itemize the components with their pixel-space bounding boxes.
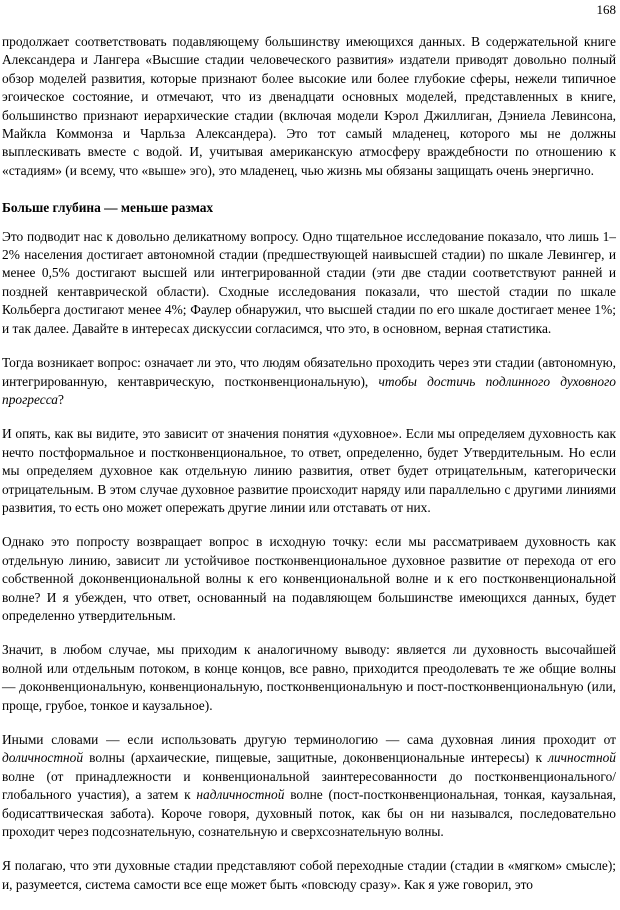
term-transpersonal: надличностной	[196, 787, 285, 803]
page-number: 168	[596, 2, 616, 17]
paragraph-7-part-c: волне (от принадлежности и конвенциональной заинтересованности до постконвенционального/глобального участия), а затем к	[2, 768, 616, 803]
paragraph-5: Однако это попросту возвращает вопрос в исходную точку: если мы рассматриваем духовность как отдельную линию, зависит ли устойчивое постконвенциональное духовное развитие от перехода от его собственной доконвенциональной волны к его конвенциональной волне и к его постконвенциональной волне? И я убежден, что ответ, основанный на подавляющем большинстве имеющихся данных, будет определенно утвердительным.	[2, 534, 616, 623]
paragraph-7-part-a: Иными словами — если использовать другую терминологию — сама духовная линия проходит от	[2, 732, 616, 747]
term-personal: личностной	[548, 750, 616, 766]
section-heading: Больше глубина — меньше размах	[2, 200, 214, 216]
paragraph-3-text: Тогда возникает вопрос: означает ли это, что людям обязательно проходить через эти стадии (автономную, интегрированную, кентаврическую, постконвенциональную),	[2, 355, 616, 389]
paragraph-7	[2, 731, 616, 841]
paragraph-4: И опять, как вы видите, это зависит от значения понятия «духовное». Если мы определяем духовность как нечто постформальное и постконвенциональное, то ответ, определенно, будет Утвердительным. Но если мы определяем духовное как отдельную линию развития, ответ будет отрицательным, категорически отрицательным. В этом случае духовное развитие происходит наряду или параллельно с другими линиями развития, то есть оно может опережать другие линии или отставать от них.	[2, 426, 616, 515]
paragraph-8: Я полагаю, что эти духовные стадии представляют собой переходные стадии (стадии в «мягком» смысле); и, разумеется, система самости все еще может быть «повсюду сразу». Как я уже говорил, это	[2, 858, 616, 892]
paragraph-3-end: ?	[58, 391, 64, 407]
term-prepersonal: доличностной	[2, 750, 84, 766]
paragraph-3	[2, 354, 616, 409]
paragraph-7-part-b: волны (архаические, пищевые, защитные, доконвенциональные интересы) к	[83, 750, 549, 766]
paragraph-7-part-d: волне (пост-постконвенциональная, тонкая, каузальная, бодисаттвическая забота). Короче говоря, духовный поток, как бы он ни назывался, последовательно проходит через подсознательную, сознательную и сверхсознательную волны.	[2, 787, 616, 840]
body-text	[2, 33, 616, 910]
paragraph-3-emphasis: чтобы достичь подлинного духовного прогресса	[2, 373, 616, 407]
paragraph-6: Значит, в любом случае, мы приходим к аналогичному выводу: является ли духовность высочайшей волной или отдельным потоком, в конце концов, все равно, приходится преодолевать те же общие волны — доконвенциональную, конвенциональную, постконвенциональную и пост-постконвенциональную (или, проще, грубое, тонкое и каузальное).	[2, 642, 616, 713]
paragraph-2: Это подводит нас к довольно деликатному вопросу. Одно тщательное исследование показало, что лишь 1–2% населения достигает автономной стадии (предшествующей наивысшей стадии) по шкале Левингер, и менее 0,5% достигают высшей или интегрированной стадии (эти две стадии соответствуют ранней и поздней кентаврической области). Сходные исследования показали, что шестой стадии по шкале Кольберга достигают менее 4%; Фаулер обнаружил, что высшей стадии по его шкале достигает менее 1%; и так далее. Давайте в интересах дискуссии согласимся, что это, в основном, верная статистика.	[2, 228, 616, 336]
paragraph-1: продолжает соответствовать подавляющему большинству имеющихся данных. В содержательной книге Александера и Лангера «Высшие стадии человеческого развития» издатели приводят довольно полный обзор моделей развития, которые признают более высокие или более глубокие сферы, нежели типичное эгоическое состояние, и отмечают, что из двенадцати основных моделей, представленных в книге, большинство признают иерархические стадии (включая модели Кэрол Джиллиган, Дэниела Левинсона, Майкла Коммонза и Чарльза Александера). Это тот самый младенец, которого мы не должны выплескивать вместе с водой. И, учитывая американскую атмосферу враждебности по отношению к «стадиям» (и всему, что «выше» эго), это младенец, чью жизнь мы обязаны защищать очень энергично.	[2, 34, 616, 178]
